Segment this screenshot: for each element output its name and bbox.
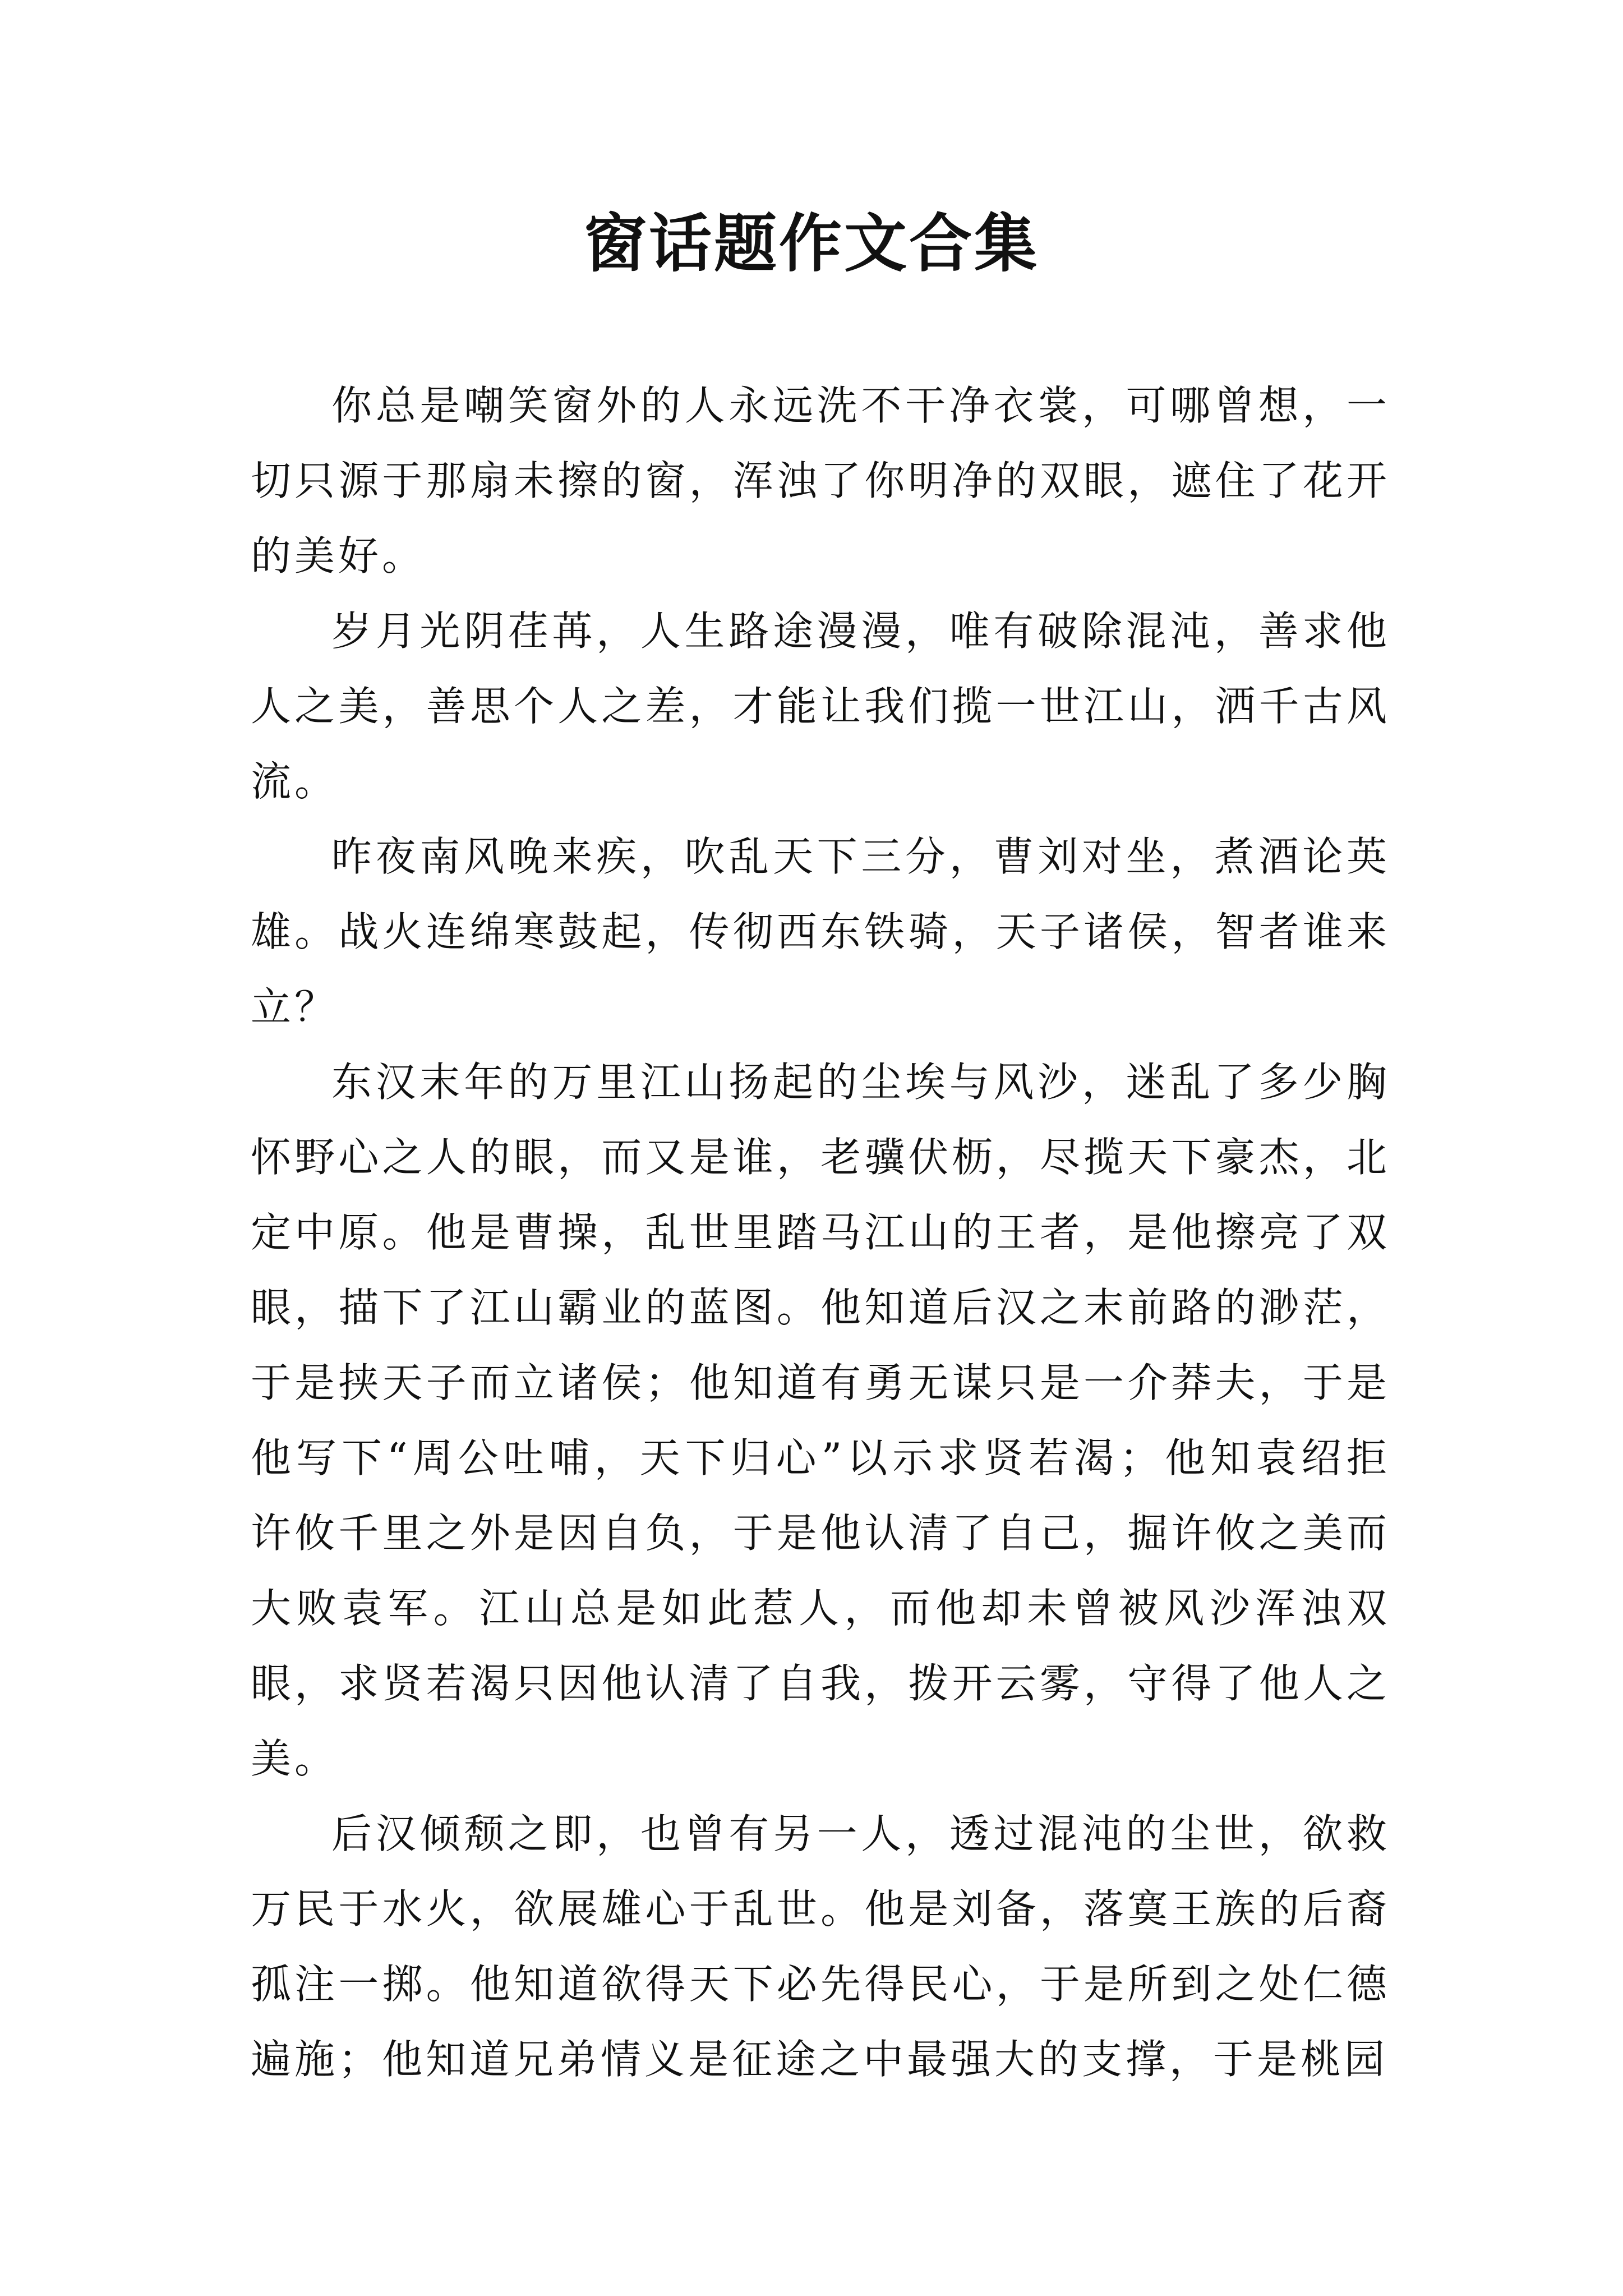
paragraph: 你总是嘲笑窗外的人永远洗不干净衣裳，可哪曾想，一切只源于那扇未擦的窗，浑浊了你明净的双眼，遮住了花开的美好。 [251, 382, 1390, 579]
paragraph: 岁月光阴荏苒，人生路途漫漫，唯有破除混沌，善求他人之美，善思个人之差，才能让我们揽一世江山，洒千古风流。 [251, 608, 1390, 805]
document-title: 窗话题作文合集 [584, 207, 1039, 280]
paragraph: 昨夜南风晚来疾，吹乱天下三分，曹刘对坐，煮酒论英雄。战火连绵寒鼓起，传彻西东铁骑，天子诸侯，智者谁来立？ [251, 833, 1390, 1030]
document-body [251, 368, 1390, 2097]
paragraph: 后汉倾颓之即，也曾有另一人，透过混沌的尘世，欲救万民于水火，欲展雄心于乱世。他是刘备，落寞王族的后裔孤注一掷。他知道欲得天下必先得民心，于是所到之处仁德遍施；他知道兄弟情义是征途之中最强大的支撑，于是桃园 [251, 1810, 1390, 2083]
paragraph: 东汉末年的万里江山扬起的尘埃与风沙，迷乱了多少胸怀野心之人的眼，而又是谁，老骥伏枥，尽揽天下豪杰，北定中原。他是曹操，乱世里踏马江山的王者，是他擦亮了双眼，描下了江山霸业的蓝图。他知道后汉之末前路的渺茫，于是挟天子而立诸侯；他知道有勇无谋只是一介莽夫，于是他写下“周公吐哺，天下归心”以示求贤若渴；他知袁绍拒许攸千里之外是因自负，于是他认清了自己，掘许攸之美而大败袁军。江山总是如此惹人，而他却未曾被风沙浑浊双眼，求贤若渴只因他认清了自我，拨开云雾，守得了他人之美。 [251, 1059, 1390, 1782]
